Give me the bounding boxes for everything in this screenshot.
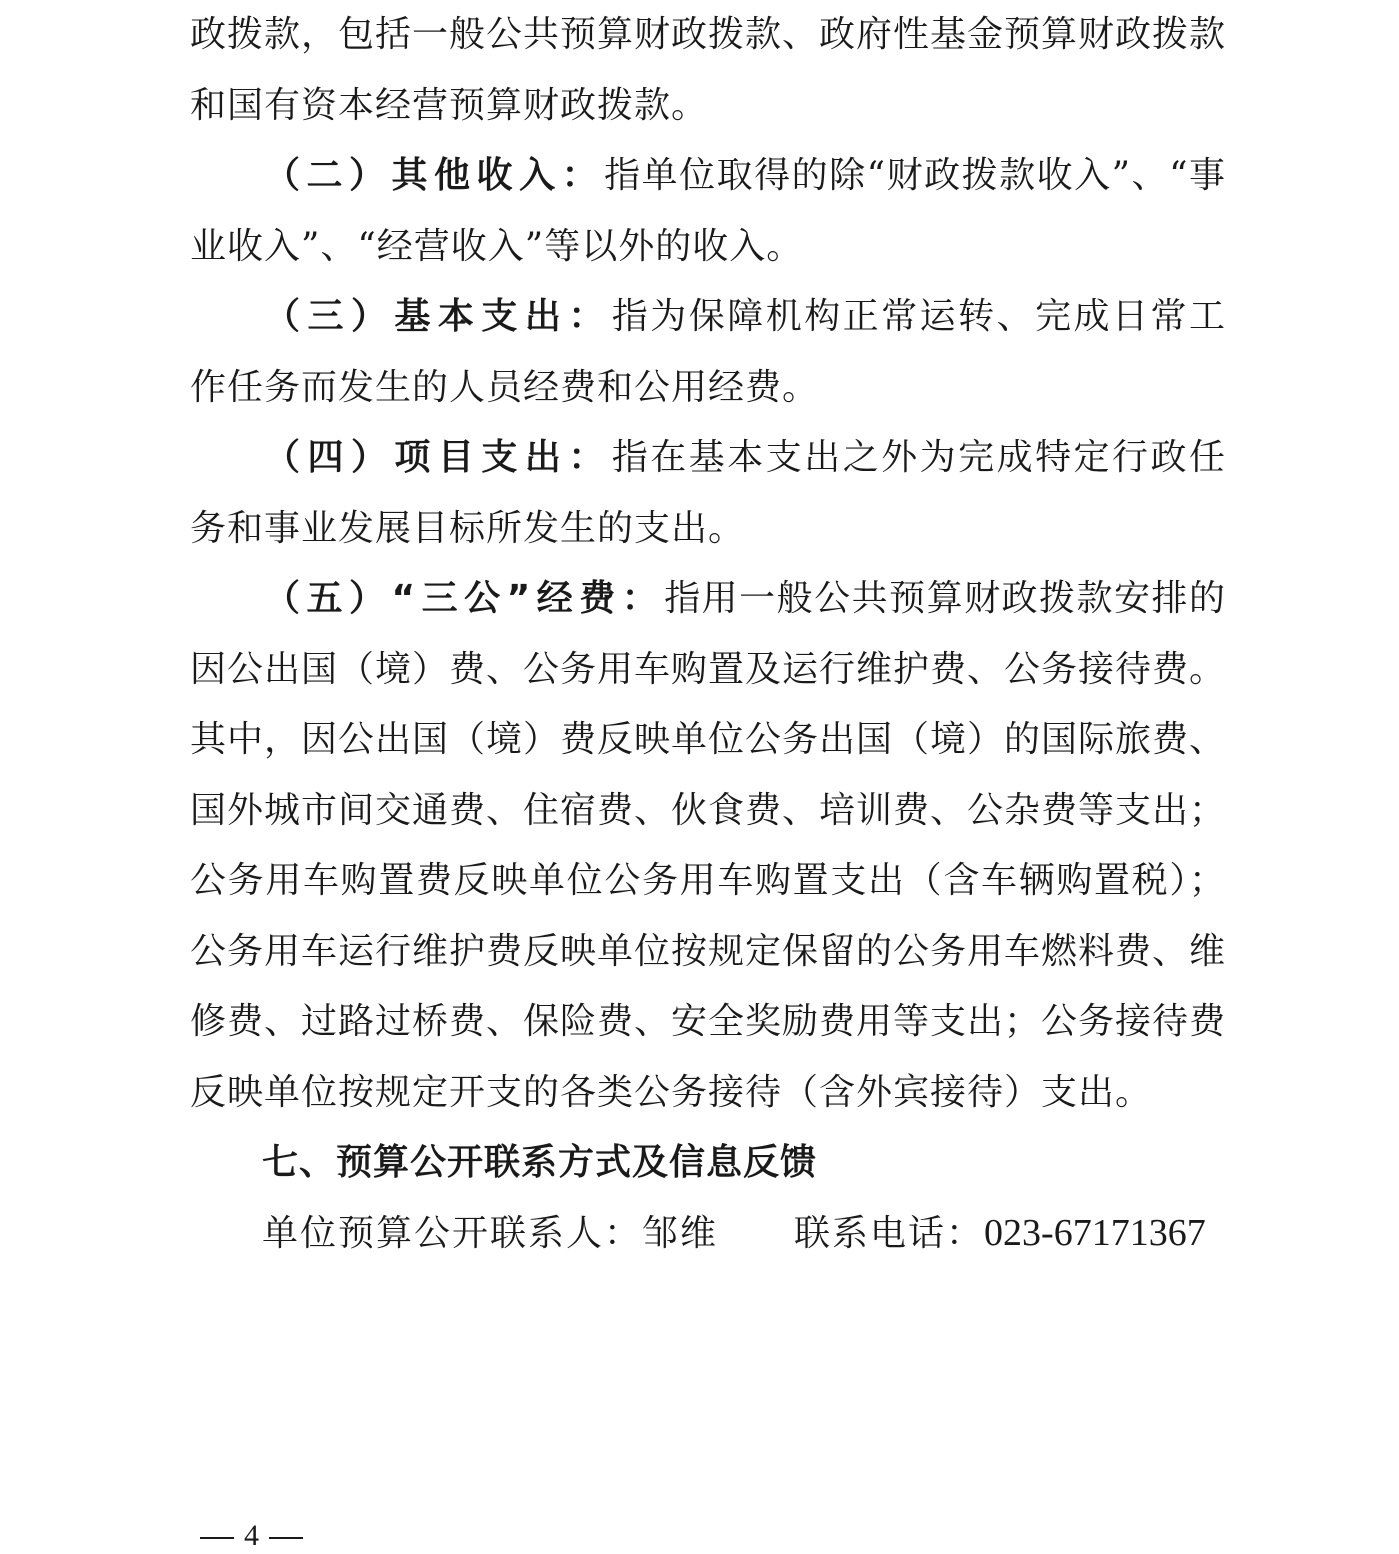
contact-line (262, 1198, 1222, 1269)
contact-name: 邹维 (642, 1213, 719, 1254)
definition-other-income: 指单位取得的除“财政拨款收入”、“事业收入”、“经营收入”等以外的收入。 (190, 155, 1226, 267)
term-three-public-expenses: （五）“三公”经费： (264, 578, 665, 619)
paragraph-three-public-expenses (190, 564, 1226, 1128)
paragraph-basic-expenditure (190, 282, 1226, 423)
phone-number: 023-67171367 (984, 1212, 1206, 1254)
definition-basic-expenditure: 指为保障机构正常运转、完成日常工作任务而发生的人员经费和公用经费。 (190, 296, 1226, 408)
term-project-expenditure: （四）项目支出： (264, 437, 612, 478)
page-footer (190, 1518, 313, 1554)
paragraph-other-income (190, 141, 1226, 282)
section-heading-contact: 七、预算公开联系方式及信息反馈 (262, 1142, 818, 1183)
definition-project-expenditure: 指在基本支出之外为完成特定行政任务和事业发展目标所发生的支出。 (190, 437, 1226, 549)
definition-three-public-expenses: 指用一般公共预算财政拨款安排的因公出国（境）费、公务用车购置及运行维护费、公务接待费。其中，因公出国（境）费反映单位公务出国（境）的国际旅费、国外城市间交通费、住宿费、伙食费、培训费、公杂费等支出；公务用车购置费反映单位公务用车购置支出（含车辆购置税）；公务用车运行维护费反映单位按规定保留的公务用车燃料费、维修费、过路过桥费、保险费、安全奖励费用等支出；公务接待费反映单位按规定开支的各类公务接待（含外宾接待）支出。 (190, 578, 1227, 1113)
term-other-income: （二）其他收入： (264, 155, 605, 196)
phone-label: 联系电话： (794, 1213, 985, 1254)
paragraph-continuation: 政拨款，包括一般公共预算财政拨款、政府性基金预算财政拨款和国有资本经营预算财政拨款。 (190, 14, 1227, 126)
term-basic-expenditure: （三）基本支出： (264, 296, 612, 337)
contact-label: 单位预算公开联系人： (262, 1213, 643, 1254)
footer-dash-right (269, 1537, 303, 1539)
page-number: 4 (244, 1519, 259, 1552)
paragraph-project-expenditure (190, 423, 1226, 564)
footer-dash-left (200, 1537, 234, 1539)
